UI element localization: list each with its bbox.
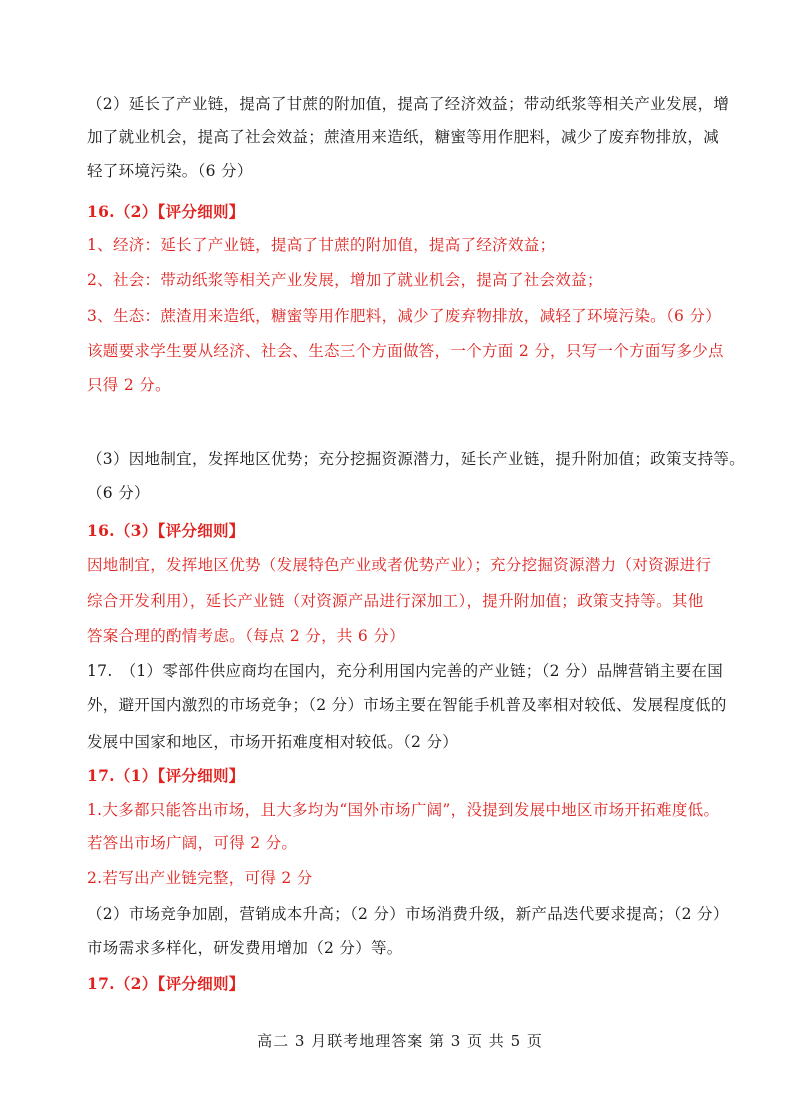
grading-16-3-line-2: 综合开发利用），延长产业链（对资源产品进行深加工），提升附加值；政策支持等。其他 (87, 592, 704, 610)
answer-16-3-line-2: （6 分） (87, 484, 150, 502)
answer-17-1-line-1: 17. （1）零部件供应商均在国内，充分利用国内完善的产业链；（2 分）品牌营销主要在国 (87, 662, 724, 680)
grading-heading-17-1: 17.（1）【评分细则】 (87, 766, 245, 785)
grading-16-3-line-1: 因地制宜，发挥地区优势（发展特色产业或者优势产业）；充分挖掘资源潜力（对资源进行 (87, 556, 712, 574)
grading-16-3-line-3: 答案合理的酌情考虑。（每点 2 分，共 6 分） (87, 627, 405, 645)
grading-heading-16-3: 16.（3）【评分细则】 (87, 521, 245, 540)
grading-16-2-item-3: 3、生态：蔗渣用来造纸，糖蜜等用作肥料，减少了废弃物排放，减轻了环境污染。（6 分） (87, 307, 722, 325)
answer-16-2-line-2: 加了就业机会，提高了社会效益；蔗渣用来造纸，糖蜜等用作肥料，减少了废弃物排放，减 (87, 128, 720, 146)
page-footer: 高二 3 月联考地理答案 第 3 页 共 5 页 (257, 1032, 543, 1050)
grading-heading-16-2: 16.（2）【评分细则】 (87, 202, 245, 221)
grading-16-2-note-line-2: 只得 2 分。 (87, 376, 171, 394)
answer-17-1-line-3: 发展中国家和地区，市场开拓难度相对较低。（2 分） (87, 733, 459, 751)
answer-16-2-line-3: 轻了环境污染。（6 分） (87, 162, 253, 180)
grading-16-2-note-line-1: 该题要求学生要从经济、社会、生态三个方面做答，一个方面 2 分，只写一个方面写多少点 (87, 342, 724, 360)
answer-17-1-line-2: 外，避开国内激烈的市场竞争；（2 分）市场主要在智能手机普及率相对较低、发展程度低的 (87, 696, 727, 714)
answer-17-2-line-1: （2）市场竞争加剧，营销成本升高；（2 分）市场消费升级，新产品迭代要求提高；（2 分） (87, 905, 729, 923)
grading-17-1-item-1-cont: 若答出市场广阔，可得 2 分。 (87, 834, 298, 852)
answer-16-3-line-1: （3）因地制宜，发挥地区优势；充分挖掘资源潜力，延长产业链，提升附加值；政策支持等。 (87, 450, 745, 468)
answer-17-2-line-2: 市场需求多样化，研发费用增加（2 分）等。 (87, 939, 403, 957)
grading-heading-17-2: 17.（2）【评分细则】 (87, 974, 245, 993)
grading-17-1-item-2: 2.若写出产业链完整，可得 2 分 (87, 869, 313, 887)
grading-17-1-item-1: 1.大多都只能答出市场，且大多均为“国外市场广阔”，没提到发展中地区市场开拓难度低。 (87, 801, 720, 819)
grading-16-2-item-2: 2、社会：带动纸浆等相关产业发展，增加了就业机会，提高了社会效益； (87, 271, 603, 289)
grading-16-2-item-1: 1、经济：延长了产业链，提高了甘蔗的附加值，提高了经济效益； (87, 236, 556, 254)
answer-16-2-line-1: （2）延长了产业链，提高了甘蔗的附加值，提高了经济效益；带动纸浆等相关产业发展，增 (87, 95, 730, 113)
